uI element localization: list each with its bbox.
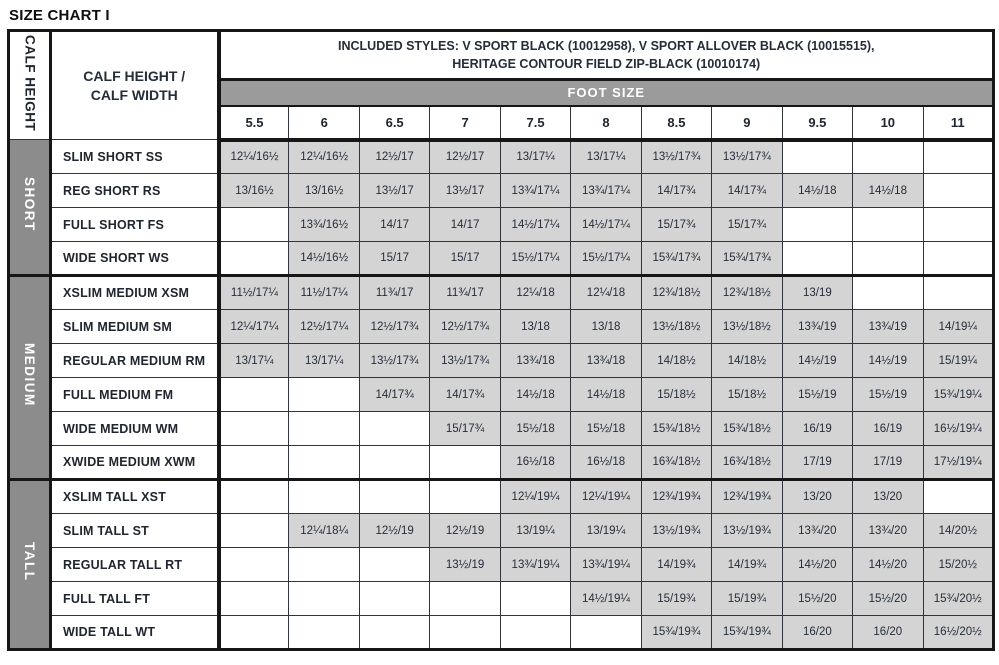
size-cell: 16¾/18½ — [641, 446, 711, 480]
group-label: TALL — [22, 542, 37, 582]
foot-size-column-header: 11 — [923, 106, 993, 140]
size-cell — [219, 582, 289, 616]
size-cell: 14½/18 — [782, 174, 852, 208]
size-cell: 15½/17¼ — [571, 242, 641, 276]
table-row — [9, 174, 994, 208]
size-cell: 16½/18 — [500, 446, 570, 480]
size-cell: 14½/18 — [500, 378, 570, 412]
size-cell: 13½/17 — [359, 174, 429, 208]
size-cell — [500, 582, 570, 616]
size-cell: 12¼/18 — [571, 276, 641, 310]
size-cell: 15¾/18½ — [712, 412, 782, 446]
size-cell: 15¾/18½ — [641, 412, 711, 446]
row-label: REG SHORT RS — [51, 174, 219, 208]
foot-size-column-header: 6 — [289, 106, 359, 140]
table-row — [9, 140, 994, 174]
size-cell: 15/17¾ — [712, 208, 782, 242]
row-label: REGULAR MEDIUM RM — [51, 344, 219, 378]
row-label: WIDE MEDIUM WM — [51, 412, 219, 446]
size-cell — [430, 616, 500, 650]
size-cell: 16¾/18½ — [712, 446, 782, 480]
row-label: XSLIM MEDIUM XSM — [51, 276, 219, 310]
size-cell — [289, 446, 359, 480]
size-cell: 14½/19¼ — [571, 582, 641, 616]
size-cell — [782, 140, 852, 174]
size-cell: 13¾/19¼ — [571, 548, 641, 582]
size-cell — [923, 208, 993, 242]
size-cell: 14/17¾ — [712, 174, 782, 208]
table-header — [9, 31, 994, 140]
size-cell: 13/17¼ — [500, 140, 570, 174]
table-row — [9, 310, 994, 344]
size-cell: 13/16½ — [219, 174, 289, 208]
group-label-cell — [9, 480, 51, 650]
size-cell: 13½/17 — [430, 174, 500, 208]
size-cell — [923, 276, 993, 310]
size-cell — [219, 548, 289, 582]
size-cell: 14/18½ — [641, 344, 711, 378]
size-cell: 14/17¾ — [430, 378, 500, 412]
size-cell: 13/16½ — [289, 174, 359, 208]
size-cell: 15½/20 — [853, 582, 923, 616]
size-cell: 11½/17¼ — [289, 276, 359, 310]
size-cell: 15¾/17¾ — [712, 242, 782, 276]
size-cell: 12¼/16½ — [289, 140, 359, 174]
size-cell: 17/19 — [782, 446, 852, 480]
size-cell: 12¼/16½ — [219, 140, 289, 174]
size-cell — [359, 480, 429, 514]
table-row — [9, 582, 994, 616]
included-styles-line1: INCLUDED STYLES: V SPORT BLACK (10012958), V SPORT ALLOVER BLACK (10015515), — [338, 38, 875, 53]
size-cell: 15½/18 — [500, 412, 570, 446]
foot-size-column-header: 9 — [712, 106, 782, 140]
size-cell: 15½/17¼ — [500, 242, 570, 276]
size-cell — [571, 616, 641, 650]
size-cell — [430, 480, 500, 514]
size-cell — [359, 446, 429, 480]
size-cell: 12½/17 — [430, 140, 500, 174]
size-cell: 13/19¼ — [571, 514, 641, 548]
size-cell: 15/19¾ — [712, 582, 782, 616]
table-row — [9, 242, 994, 276]
size-cell: 14/17¾ — [359, 378, 429, 412]
table-row — [9, 276, 994, 310]
corner-header-cell: CALF HEIGHT / CALF WIDTH — [51, 31, 219, 140]
row-label: XWIDE MEDIUM XWM — [51, 446, 219, 480]
group-label-cell — [9, 140, 51, 276]
size-cell: 13¾/19¼ — [500, 548, 570, 582]
size-cell: 16/20 — [782, 616, 852, 650]
table-row — [9, 344, 994, 378]
size-cell: 11½/17¼ — [219, 276, 289, 310]
size-cell: 15¾/19¾ — [712, 616, 782, 650]
size-cell — [359, 616, 429, 650]
table-row — [9, 480, 994, 514]
size-cell: 16½/20½ — [923, 616, 993, 650]
size-cell: 13¾/18 — [500, 344, 570, 378]
table-body — [9, 140, 994, 650]
table-row — [9, 548, 994, 582]
size-cell — [219, 208, 289, 242]
size-cell — [219, 378, 289, 412]
row-label: XSLIM TALL XST — [51, 480, 219, 514]
size-cell: 16½/19¼ — [923, 412, 993, 446]
size-cell: 14/19¼ — [923, 310, 993, 344]
size-cell: 15/18½ — [712, 378, 782, 412]
size-cell: 13¾/17¼ — [571, 174, 641, 208]
size-cell — [289, 616, 359, 650]
size-cell: 13½/17¾ — [641, 140, 711, 174]
size-cell: 15¾/20½ — [923, 582, 993, 616]
size-cell: 13/18 — [500, 310, 570, 344]
size-cell — [219, 242, 289, 276]
size-cell: 13½/18½ — [712, 310, 782, 344]
size-cell: 12½/19 — [359, 514, 429, 548]
size-cell: 13¾/20 — [782, 514, 852, 548]
size-cell: 13¾/17¼ — [500, 174, 570, 208]
size-cell: 14½/16½ — [289, 242, 359, 276]
size-cell: 12¼/17¼ — [219, 310, 289, 344]
size-cell — [289, 548, 359, 582]
size-cell: 12½/17¼ — [289, 310, 359, 344]
size-cell: 12¾/18½ — [712, 276, 782, 310]
size-cell: 14/17¾ — [641, 174, 711, 208]
size-cell — [219, 446, 289, 480]
size-cell: 15½/18 — [571, 412, 641, 446]
size-cell: 13¾/18 — [571, 344, 641, 378]
size-cell: 13/18 — [571, 310, 641, 344]
size-cell: 12½/17¾ — [359, 310, 429, 344]
table-row — [9, 616, 994, 650]
table-row — [9, 208, 994, 242]
included-styles-cell — [219, 31, 994, 80]
size-cell — [430, 582, 500, 616]
table-row — [9, 514, 994, 548]
size-cell: 11¾/17 — [359, 276, 429, 310]
size-cell: 13¾/16½ — [289, 208, 359, 242]
size-cell: 14/20½ — [923, 514, 993, 548]
size-cell: 16/19 — [782, 412, 852, 446]
size-cell: 12¾/19¾ — [712, 480, 782, 514]
size-cell: 15½/19 — [782, 378, 852, 412]
size-cell — [219, 480, 289, 514]
header-row-styles — [9, 31, 994, 80]
foot-size-column-header: 7 — [430, 106, 500, 140]
foot-size-column-header: 7.5 — [500, 106, 570, 140]
size-cell: 12¼/19¼ — [571, 480, 641, 514]
size-cell: 15/19¾ — [641, 582, 711, 616]
size-cell — [219, 514, 289, 548]
size-cell: 11¾/17 — [430, 276, 500, 310]
size-cell: 13/17¼ — [219, 344, 289, 378]
size-cell: 13¾/20 — [853, 514, 923, 548]
size-cell: 12¼/19¼ — [500, 480, 570, 514]
size-cell: 14½/17¼ — [571, 208, 641, 242]
size-cell: 13/19 — [782, 276, 852, 310]
size-cell: 15½/19 — [853, 378, 923, 412]
size-chart-table — [7, 29, 995, 651]
size-cell: 17½/19¼ — [923, 446, 993, 480]
size-cell: 13½/17¾ — [430, 344, 500, 378]
size-cell: 15/19¼ — [923, 344, 993, 378]
size-cell: 15/18½ — [641, 378, 711, 412]
size-cell — [500, 616, 570, 650]
group-label: MEDIUM — [22, 343, 37, 407]
size-cell: 15/17 — [430, 242, 500, 276]
size-cell: 13/17¼ — [289, 344, 359, 378]
size-cell — [359, 412, 429, 446]
size-cell — [782, 208, 852, 242]
size-cell: 13½/18½ — [641, 310, 711, 344]
size-cell: 13/20 — [853, 480, 923, 514]
size-cell — [359, 548, 429, 582]
size-cell: 13½/19¾ — [712, 514, 782, 548]
row-label: WIDE TALL WT — [51, 616, 219, 650]
size-cell: 12½/17¾ — [430, 310, 500, 344]
size-cell — [923, 140, 993, 174]
foot-size-column-header: 9.5 — [782, 106, 852, 140]
size-cell — [853, 208, 923, 242]
size-cell — [853, 140, 923, 174]
size-cell — [430, 446, 500, 480]
row-label: SLIM TALL ST — [51, 514, 219, 548]
size-cell: 12½/19 — [430, 514, 500, 548]
size-cell — [782, 242, 852, 276]
size-cell: 12¾/18½ — [641, 276, 711, 310]
row-label: FULL TALL FT — [51, 582, 219, 616]
size-cell: 13¾/19 — [853, 310, 923, 344]
group-label-cell — [9, 276, 51, 480]
size-cell — [853, 242, 923, 276]
size-cell: 13½/17¾ — [359, 344, 429, 378]
page-title: SIZE CHART I — [9, 7, 110, 24]
size-cell: 17/19 — [853, 446, 923, 480]
size-cell — [853, 276, 923, 310]
size-cell: 12¼/18 — [500, 276, 570, 310]
foot-size-bar: FOOT SIZE — [219, 79, 994, 105]
size-cell: 14/18½ — [712, 344, 782, 378]
size-cell: 12¼/18¼ — [289, 514, 359, 548]
size-cell: 16/20 — [853, 616, 923, 650]
table-row — [9, 412, 994, 446]
size-cell: 14½/20 — [782, 548, 852, 582]
size-cell — [923, 242, 993, 276]
included-styles-line2: HERITAGE CONTOUR FIELD ZIP-BLACK (10010174) — [452, 56, 761, 71]
table-row — [9, 378, 994, 412]
size-cell: 15¾/19¼ — [923, 378, 993, 412]
calf-height-vertical-label: CALF HEIGHT — [22, 34, 38, 132]
size-cell — [359, 582, 429, 616]
size-cell: 14/19¾ — [641, 548, 711, 582]
foot-size-column-header: 6.5 — [359, 106, 429, 140]
size-cell — [923, 174, 993, 208]
calf-height-vertical-cell — [9, 31, 51, 140]
size-cell: 15/20½ — [923, 548, 993, 582]
foot-size-column-header: 8.5 — [641, 106, 711, 140]
size-cell: 13½/19 — [430, 548, 500, 582]
size-cell: 13¾/19 — [782, 310, 852, 344]
size-cell: 15¾/19¾ — [641, 616, 711, 650]
size-cell — [289, 378, 359, 412]
size-cell — [289, 412, 359, 446]
size-cell: 15½/20 — [782, 582, 852, 616]
table-row — [9, 446, 994, 480]
size-cell: 15/17¾ — [430, 412, 500, 446]
size-cell: 14/17 — [430, 208, 500, 242]
size-cell: 14/17 — [359, 208, 429, 242]
size-cell: 15/17¾ — [641, 208, 711, 242]
size-cell: 14½/18 — [853, 174, 923, 208]
size-cell: 13/17¼ — [571, 140, 641, 174]
size-cell — [289, 582, 359, 616]
size-cell: 14½/18 — [571, 378, 641, 412]
size-cell: 12¾/19¾ — [641, 480, 711, 514]
foot-size-column-header: 8 — [571, 106, 641, 140]
row-label: SLIM MEDIUM SM — [51, 310, 219, 344]
row-label: REGULAR TALL RT — [51, 548, 219, 582]
size-cell: 13/19¼ — [500, 514, 570, 548]
size-cell: 12½/17 — [359, 140, 429, 174]
size-cell — [923, 480, 993, 514]
group-label: SHORT — [22, 177, 37, 232]
foot-size-column-header: 5.5 — [219, 106, 289, 140]
size-cell — [219, 412, 289, 446]
size-cell: 16/19 — [853, 412, 923, 446]
size-cell: 13/20 — [782, 480, 852, 514]
size-cell: 14½/17¼ — [500, 208, 570, 242]
row-label: FULL MEDIUM FM — [51, 378, 219, 412]
size-cell: 13½/17¾ — [712, 140, 782, 174]
size-cell: 15/17 — [359, 242, 429, 276]
row-label: FULL SHORT FS — [51, 208, 219, 242]
size-cell: 14½/19 — [782, 344, 852, 378]
row-label: SLIM SHORT SS — [51, 140, 219, 174]
size-cell: 14/19¾ — [712, 548, 782, 582]
size-cell: 15¾/17¾ — [641, 242, 711, 276]
foot-size-column-header: 10 — [853, 106, 923, 140]
size-cell — [289, 480, 359, 514]
size-cell: 16½/18 — [571, 446, 641, 480]
size-cell: 14½/19 — [853, 344, 923, 378]
row-label: WIDE SHORT WS — [51, 242, 219, 276]
size-cell — [219, 616, 289, 650]
size-cell: 13½/19¾ — [641, 514, 711, 548]
size-cell: 14½/20 — [853, 548, 923, 582]
